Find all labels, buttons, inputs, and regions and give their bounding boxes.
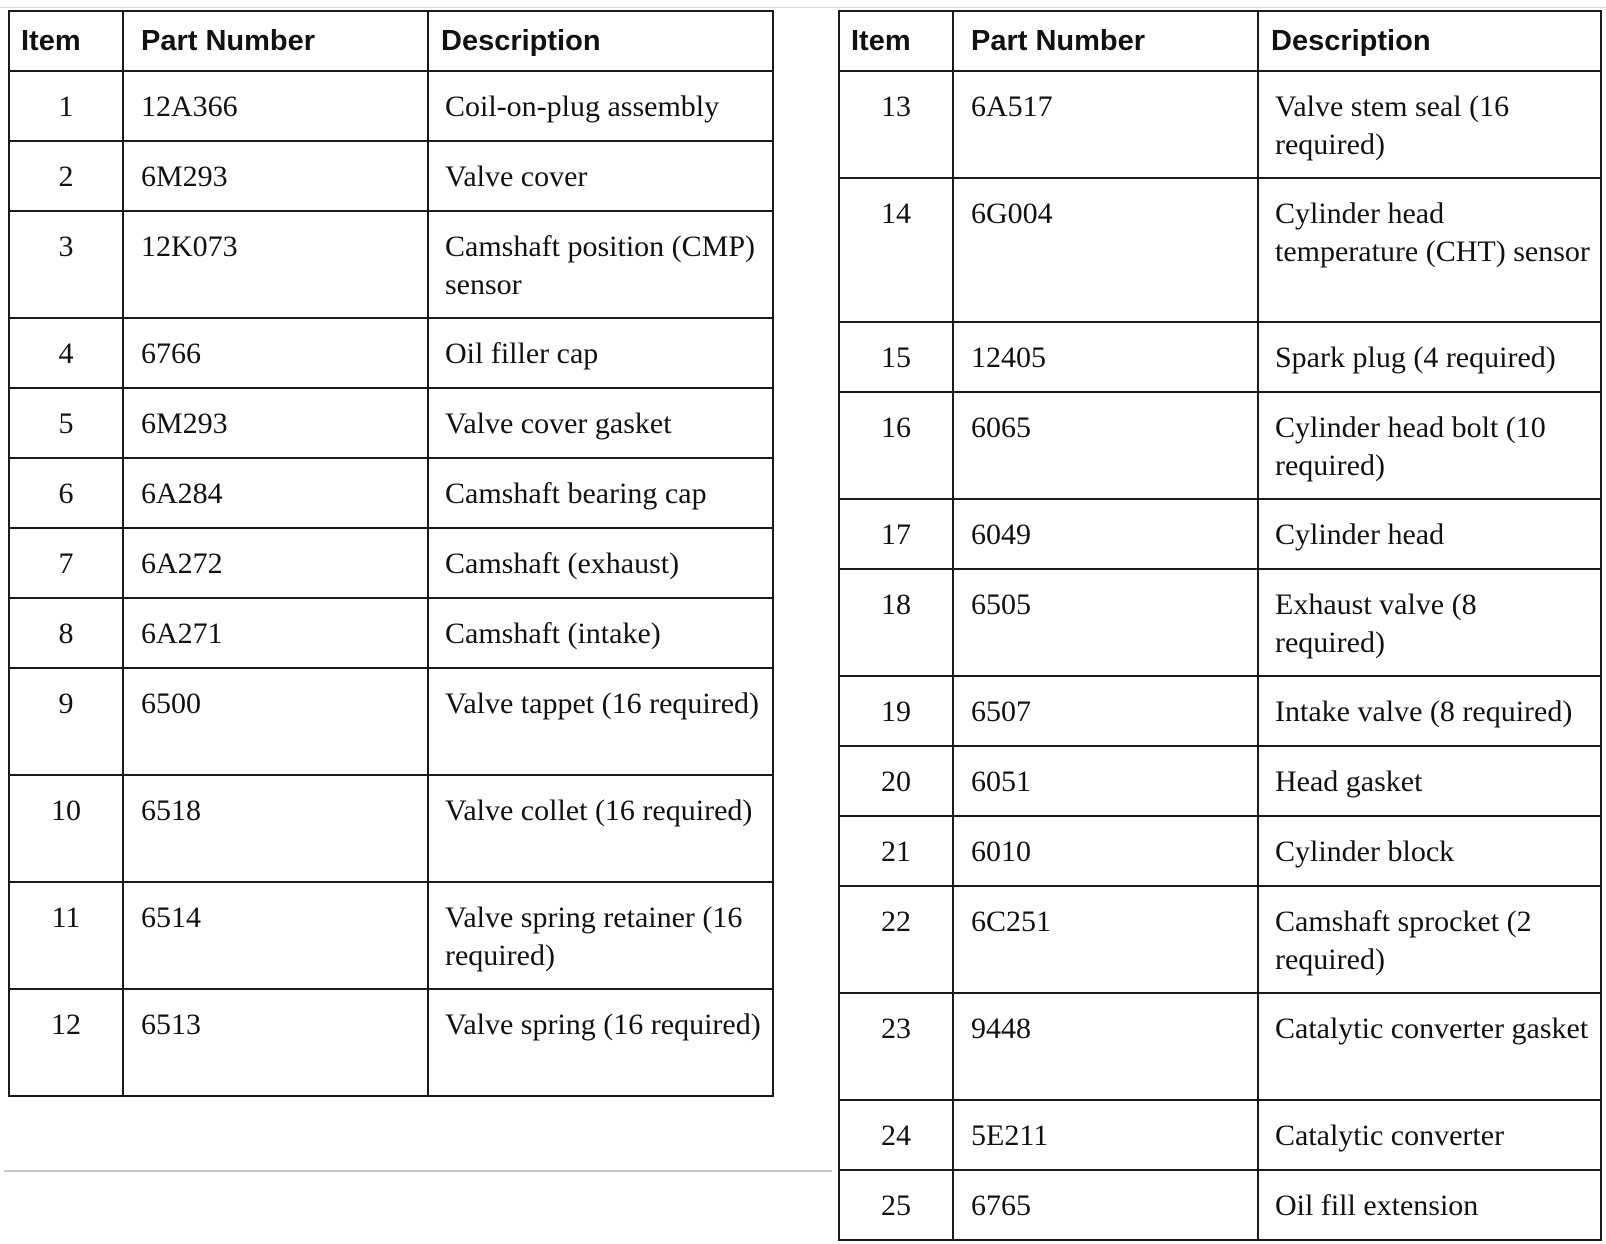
table-row [840, 393, 1602, 500]
table-row [10, 319, 774, 389]
part-description: Head gasket [1259, 747, 1602, 815]
table-row [840, 1101, 1602, 1171]
item-number: 3 [10, 212, 124, 317]
part-description: Exhaust valve (8 required) [1259, 570, 1602, 675]
part-description: Camshaft sprocket (2 required) [1259, 887, 1602, 992]
table-row [10, 883, 774, 990]
section-divider [4, 1170, 832, 1172]
item-number: 23 [840, 994, 954, 1099]
item-number: 19 [840, 677, 954, 745]
item-number: 2 [10, 142, 124, 210]
parts-table-right [838, 10, 1602, 1241]
item-number: 17 [840, 500, 954, 568]
table-row [10, 212, 774, 319]
part-description: Catalytic converter gasket [1259, 994, 1602, 1099]
part-number: 6766 [124, 319, 429, 387]
part-description: Valve tappet (16 required) [429, 669, 774, 774]
item-number: 5 [10, 389, 124, 457]
table-header-row [840, 12, 1602, 72]
part-description: Camshaft position (CMP) sensor [429, 212, 774, 317]
item-number: 15 [840, 323, 954, 391]
part-description: Oil fill extension [1259, 1171, 1602, 1239]
part-number: 9448 [954, 994, 1259, 1099]
part-number: 6514 [124, 883, 429, 988]
item-number: 4 [10, 319, 124, 387]
header-description: Description [1259, 12, 1602, 70]
header-item: Item [840, 12, 954, 70]
item-number: 16 [840, 393, 954, 498]
top-divider [0, 7, 1606, 8]
table-row [10, 459, 774, 529]
part-description: Camshaft (intake) [429, 599, 774, 667]
item-number: 9 [10, 669, 124, 774]
part-number: 6010 [954, 817, 1259, 885]
part-description: Camshaft bearing cap [429, 459, 774, 527]
part-number: 6G004 [954, 179, 1259, 321]
header-part-number: Part Number [124, 12, 429, 70]
item-number: 8 [10, 599, 124, 667]
table-row [840, 570, 1602, 677]
part-number: 6A517 [954, 72, 1259, 177]
part-number: 12405 [954, 323, 1259, 391]
part-number: 6505 [954, 570, 1259, 675]
part-description: Valve spring retainer (16 required) [429, 883, 774, 988]
table-row [840, 817, 1602, 887]
part-number: 6518 [124, 776, 429, 881]
part-description: Catalytic converter [1259, 1101, 1602, 1169]
table-row [840, 1171, 1602, 1241]
header-description: Description [429, 12, 774, 70]
part-description: Valve cover gasket [429, 389, 774, 457]
item-number: 18 [840, 570, 954, 675]
table-row [10, 389, 774, 459]
part-number: 6A271 [124, 599, 429, 667]
part-description: Intake valve (8 required) [1259, 677, 1602, 745]
part-number: 12K073 [124, 212, 429, 317]
item-number: 20 [840, 747, 954, 815]
table-row [840, 179, 1602, 323]
item-number: 11 [10, 883, 124, 988]
header-item: Item [10, 12, 124, 70]
part-number: 6M293 [124, 389, 429, 457]
part-description: Valve collet (16 required) [429, 776, 774, 881]
part-number: 6049 [954, 500, 1259, 568]
part-number: 6C251 [954, 887, 1259, 992]
part-number: 5E211 [954, 1101, 1259, 1169]
item-number: 10 [10, 776, 124, 881]
table-row [840, 500, 1602, 570]
item-number: 6 [10, 459, 124, 527]
item-number: 21 [840, 817, 954, 885]
part-description: Valve spring (16 required) [429, 990, 774, 1095]
part-description: Spark plug (4 required) [1259, 323, 1602, 391]
part-number: 6765 [954, 1171, 1259, 1239]
part-number: 6500 [124, 669, 429, 774]
table-row [10, 669, 774, 776]
table-header-row [10, 12, 774, 72]
part-number: 6051 [954, 747, 1259, 815]
part-description: Valve stem seal (16 required) [1259, 72, 1602, 177]
item-number: 13 [840, 72, 954, 177]
part-description: Camshaft (exhaust) [429, 529, 774, 597]
table-row [840, 677, 1602, 747]
table-row [840, 72, 1602, 179]
item-number: 14 [840, 179, 954, 321]
table-row [840, 994, 1602, 1101]
part-number: 6A272 [124, 529, 429, 597]
part-number: 6A284 [124, 459, 429, 527]
table-row [10, 599, 774, 669]
part-description: Oil filler cap [429, 319, 774, 387]
table-row [10, 529, 774, 599]
table-row [840, 747, 1602, 817]
part-number: 6513 [124, 990, 429, 1095]
part-description: Cylinder head [1259, 500, 1602, 568]
part-number: 12A366 [124, 72, 429, 140]
part-description: Valve cover [429, 142, 774, 210]
item-number: 1 [10, 72, 124, 140]
part-description: Cylinder block [1259, 817, 1602, 885]
header-part-number: Part Number [954, 12, 1259, 70]
item-number: 12 [10, 990, 124, 1095]
parts-table-left [8, 10, 774, 1097]
item-number: 7 [10, 529, 124, 597]
item-number: 24 [840, 1101, 954, 1169]
part-number: 6065 [954, 393, 1259, 498]
part-number: 6M293 [124, 142, 429, 210]
item-number: 25 [840, 1171, 954, 1239]
part-number: 6507 [954, 677, 1259, 745]
part-description: Cylinder head temperature (CHT) sensor [1259, 179, 1602, 321]
table-row [10, 990, 774, 1097]
table-row [10, 142, 774, 212]
table-row [10, 776, 774, 883]
table-row [840, 887, 1602, 994]
table-row [10, 72, 774, 142]
part-description: Cylinder head bolt (10 required) [1259, 393, 1602, 498]
item-number: 22 [840, 887, 954, 992]
table-row [840, 323, 1602, 393]
part-description: Coil-on-plug assembly [429, 72, 774, 140]
